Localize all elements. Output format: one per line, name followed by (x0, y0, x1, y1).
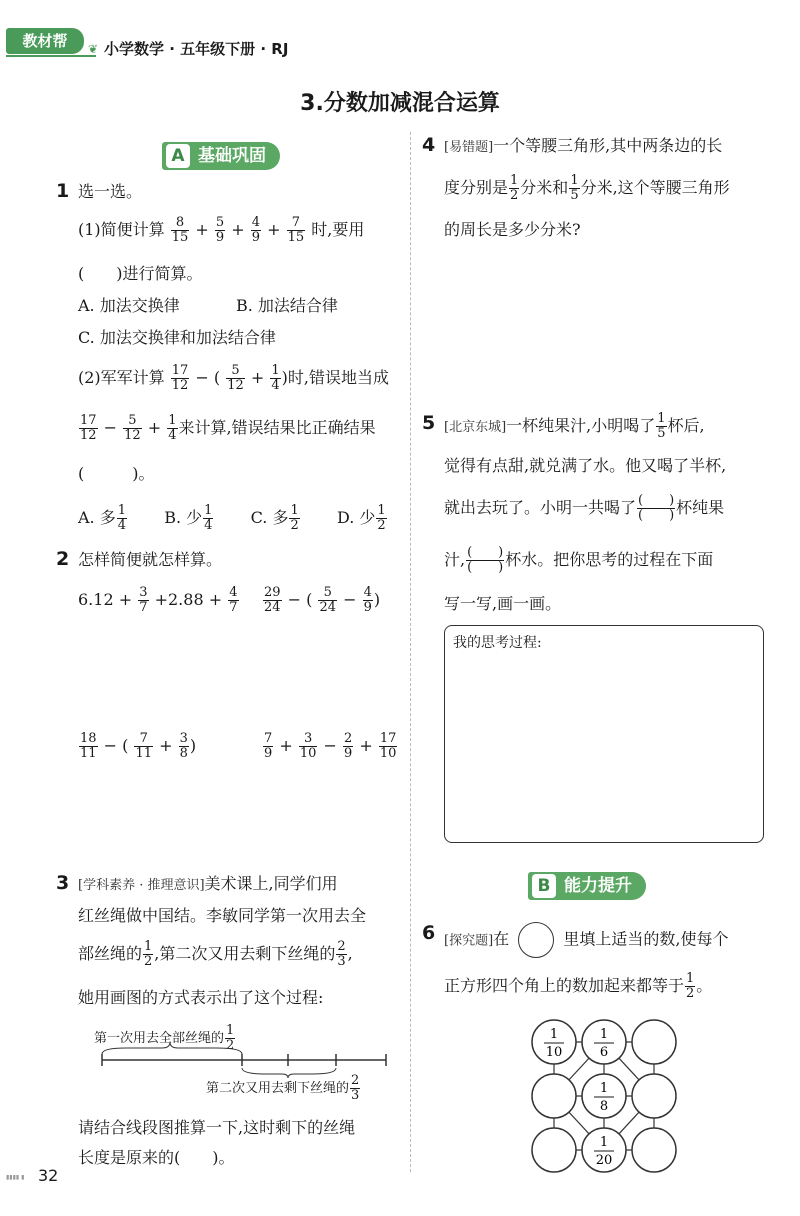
fraction-den: 9 (363, 600, 372, 615)
fraction-den: 12 (227, 378, 244, 393)
fraction-num: 17 (80, 413, 97, 428)
fraction (343, 732, 353, 761)
q4-line1 (444, 134, 722, 160)
fraction-num: 1 (271, 363, 280, 378)
grid-circle[interactable] (632, 1128, 676, 1172)
q5-line3 (444, 494, 724, 523)
q1-answers (78, 504, 388, 533)
fraction-den: 2 (686, 986, 695, 1001)
fraction (318, 586, 337, 615)
empty-circle-icon (518, 922, 554, 958)
q5-text: 汁, (444, 550, 466, 569)
section-a-badge (162, 142, 280, 170)
fraction (299, 732, 318, 761)
thinking-process-box[interactable] (444, 625, 764, 843)
section-b-label: 能力提升 (564, 876, 632, 896)
fraction (287, 216, 306, 245)
header-rule (6, 55, 96, 57)
section-b-letter: B (532, 874, 556, 898)
cell-denominator: 10 (545, 1045, 563, 1060)
q1-part2-text2: 来计算,错误结果比正确结果 (178, 418, 376, 437)
fraction-den: 12 (124, 428, 141, 443)
q1-part2: (2)军军计算 $\frac{17}{12}$ − ( $\frac{5}{12}$ + $\frac{1}{4}$ )时,错误地当成 (78, 363, 389, 393)
fraction (143, 940, 153, 969)
fraction-num: 1 (117, 503, 127, 518)
q1-option-c: C. 加法交换律和加法结合律 (78, 328, 276, 347)
q1-part1-text-end: 时,要用 (311, 220, 365, 239)
fraction-den: 8 (179, 746, 188, 761)
fraction-den: 3 (351, 1088, 360, 1103)
q1-part1-text: (1)简便计算 (78, 220, 165, 239)
fraction (171, 216, 190, 245)
q6-text: 正方形四个角上的数加起来都等于 (444, 976, 685, 995)
grid-cell[interactable] (532, 1128, 576, 1172)
grid-circle[interactable] (632, 1074, 676, 1118)
fraction-den: 12 (171, 378, 189, 393)
fraction (228, 586, 238, 615)
fraction-den: 4 (168, 428, 177, 443)
q1-part2-text: (2)军军计算 (78, 368, 165, 387)
blank-numerator[interactable]: ( ) (467, 545, 504, 560)
fraction-num: 2 (343, 731, 353, 746)
question-number: 5 (422, 412, 436, 434)
q6-tag: [探究题] (444, 933, 494, 949)
answer-label: C. 多 (250, 508, 289, 527)
q4-text: 度分别是 (444, 178, 509, 197)
fraction-num: 5 (226, 364, 245, 379)
fraction-den: 15 (287, 230, 305, 245)
grid-circle[interactable] (532, 1074, 576, 1118)
fraction-num: 1 (657, 411, 666, 426)
fraction-den: 5 (570, 188, 579, 203)
question-number: 4 (422, 134, 436, 156)
fraction (171, 364, 190, 393)
fraction (685, 972, 695, 1001)
fraction-num: 17 (171, 363, 189, 378)
question-number: 2 (56, 548, 70, 570)
q1-part1: (1)简便计算 $\frac{8}{15}$ + $\frac{5}{9}$ + $\frac{4}{9}$ + $\frac{7}{15}$ 时,要用 (78, 215, 365, 245)
blank-numerator[interactable]: ( ) (638, 493, 675, 508)
diagram-text: 第二次又用去剩下丝绳的 (206, 1081, 350, 1096)
fraction-num: 5 (318, 586, 337, 601)
q5-text: 一杯纯果汁,小明喝了 (506, 416, 656, 435)
q4-text: 分米,这个等腰三角形 (580, 178, 730, 197)
fraction-num: 4 (363, 585, 372, 600)
cell-numerator: 1 (599, 1135, 609, 1150)
q4-text: 分米和 (520, 178, 569, 197)
thinking-process-label: 我的思考过程: (453, 635, 542, 651)
fraction-num: 3 (139, 585, 148, 600)
fraction-den: 9 (264, 746, 273, 761)
first-use-brace (102, 1042, 242, 1054)
fraction (656, 412, 666, 441)
fraction-den: 2 (377, 518, 386, 533)
fraction (263, 732, 273, 761)
q2-expr-1 (78, 586, 240, 615)
fraction-den: 4 (271, 378, 280, 393)
grid-cell[interactable] (632, 1128, 676, 1172)
fraction (167, 414, 177, 443)
q5-line2: 觉得有点甜,就兑满了水。他又喝了半杯, (444, 456, 727, 475)
fraction-num: 8 (171, 216, 190, 231)
q3-line2: 红丝绳做中国结。李敏同学第一次用去全 (78, 906, 367, 925)
q5-line1 (444, 412, 705, 441)
q6-text: 里填上适当的数,使每个 (563, 929, 729, 949)
expr-text: 6.12 + (78, 590, 133, 609)
question-number: 6 (422, 922, 436, 944)
q6-text: 在 (493, 929, 510, 949)
grid-circles (532, 1020, 676, 1172)
q1-option-b: B. 加法结合律 (236, 296, 338, 315)
blank-fraction[interactable] (466, 546, 504, 575)
fraction (134, 732, 153, 761)
fraction (79, 732, 98, 761)
fraction (203, 504, 213, 533)
fraction-num: 5 (215, 215, 225, 230)
grid-cell (582, 1128, 626, 1172)
fraction-num: 1 (510, 173, 519, 188)
fraction (117, 504, 127, 533)
fraction-num: 4 (229, 585, 238, 600)
fraction-den: 4 (204, 518, 213, 533)
q3-line5: 请结合线段图推算一下,这时剩下的丝绳 (78, 1118, 356, 1137)
fraction (263, 586, 282, 615)
q6-line2: 正方形四个角上的数加起来都等于 $\frac{1}{2}$ 。 (444, 971, 713, 1001)
q1-part2-text-end: )时,错误地当成 (281, 368, 389, 387)
fraction-num: 2 (351, 1073, 360, 1088)
q6-line1 (444, 922, 728, 958)
fraction-num: 1 (570, 173, 579, 188)
fraction-den: 10 (299, 746, 317, 761)
cell-denominator: 20 (595, 1153, 613, 1168)
fraction-den: 12 (80, 428, 97, 443)
fraction-den: 7 (139, 600, 148, 615)
fraction-num: 18 (80, 731, 97, 746)
cell-denominator: 6 (599, 1045, 609, 1060)
fraction (270, 364, 280, 393)
blank-denominator[interactable]: ( ) (638, 508, 675, 523)
fraction-num: 1 (168, 413, 177, 428)
grid-cell[interactable] (632, 1020, 676, 1064)
fraction-den: 3 (337, 954, 346, 969)
fraction-num: 1 (686, 971, 695, 986)
fraction (376, 504, 386, 533)
fraction (289, 504, 299, 533)
fraction-num: 7 (264, 731, 273, 746)
answer-label: D. 少 (336, 508, 376, 527)
fraction-den: 11 (135, 746, 152, 761)
fraction-den: 9 (215, 230, 225, 245)
q4-tag: [易错题] (444, 140, 494, 155)
q5-text: 杯后, (667, 416, 705, 435)
fraction (509, 174, 519, 203)
q4-text: 一个等腰三角形,其中两条边的长 (493, 136, 723, 155)
grid-cell[interactable] (532, 1074, 576, 1118)
q3-line1 (78, 872, 338, 898)
fraction-num: 4 (251, 215, 261, 230)
fraction-num: 7 (287, 216, 306, 231)
grid-cell (532, 1020, 576, 1064)
fraction-num: 1 (377, 503, 386, 518)
fraction-den: 11 (80, 746, 97, 761)
q5-tag: [北京东城] (444, 420, 507, 435)
fraction (79, 414, 98, 443)
q5-text: 杯水。把你思考的过程在下面 (505, 550, 714, 569)
q4-line2 (444, 174, 730, 203)
q1-part2-line2: $\frac{17}{12}$ − $\frac{5}{12}$ + $\frac{1}{4}$ 来计算,错误结果比正确结果 (80, 413, 376, 443)
page-title: 3.分数加减混合运算 (300, 91, 500, 116)
fraction-num: 5 (123, 414, 142, 429)
grid-circle[interactable] (532, 1128, 576, 1172)
fraction-num: 29 (264, 585, 281, 600)
fraction-den: 2 (290, 518, 299, 533)
page-number: 32 (38, 1166, 59, 1185)
q3-line6: 长度是原来的( )。 (78, 1148, 235, 1167)
q5-text: 就出去玩了。小明一共喝了 (444, 498, 637, 517)
fraction-den: 4 (117, 518, 127, 533)
book-tag: 教材帮 (6, 28, 84, 54)
q5-line4 (444, 546, 713, 575)
grid-cell (582, 1074, 626, 1118)
fraction-num: 7 (134, 732, 153, 747)
blank-fraction[interactable] (637, 494, 675, 523)
fraction (363, 586, 373, 615)
q5-text: 杯纯果 (676, 498, 725, 517)
grid-cell[interactable] (632, 1074, 676, 1118)
diagram-label-second (206, 1074, 361, 1103)
fraction (138, 586, 148, 615)
fraction (179, 732, 189, 761)
fraction-den: 7 (229, 600, 238, 615)
fraction-den: 2 (144, 954, 153, 969)
fraction (226, 364, 245, 393)
q2-prompt: 怎样简便就怎样算。 (78, 550, 223, 569)
q3-line4: 她用画图的方式表示出了这个过程: (78, 988, 324, 1007)
fraction (215, 216, 225, 245)
q3-line3 (78, 940, 353, 969)
fraction-num: 1 (290, 503, 299, 518)
cell-numerator: 1 (549, 1027, 559, 1042)
fraction (350, 1074, 360, 1103)
q1-prompt: 选一选。 (78, 182, 143, 201)
answer-label: B. 少 (164, 508, 203, 527)
diagram-text: 第一次用去全部丝绳的 (94, 1031, 225, 1046)
q2-expr-2: $\frac{29}{24}$ − ( $\frac{5}{24}$ − $\frac{4}{9}$ ) (264, 585, 381, 615)
fraction-den: 2 (226, 1038, 235, 1053)
q1-part1-blank: ( )进行简算。 (78, 264, 203, 283)
fraction-num: 3 (179, 731, 188, 746)
leaf-icon: ❦ (88, 42, 99, 56)
fraction-den: 24 (319, 600, 336, 615)
q2-expr-4: $\frac{7}{9}$ + $\frac{3}{10}$ − $\frac{2}{9}$ + $\frac{17}{10}$ (264, 731, 397, 761)
fraction-den: 10 (379, 746, 397, 761)
column-divider (410, 132, 411, 1172)
fraction-num: 17 (379, 731, 397, 746)
book-title: 小学数学 · 五年级下册 · RJ (104, 40, 289, 58)
q1-option-a: A. 加法交换律 (78, 296, 180, 315)
fraction-den: 5 (657, 426, 666, 441)
section-b-badge (528, 872, 646, 900)
fraction (569, 174, 579, 203)
q3-text: , (347, 944, 353, 963)
q3-text: 部丝绳的 (78, 944, 143, 963)
fraction (251, 216, 261, 245)
q3-tag: [学科素养 · 推理意识] (78, 878, 205, 893)
fraction-den: 9 (343, 746, 353, 761)
fraction-num: 1 (144, 939, 153, 954)
fraction-den: 24 (264, 600, 281, 615)
fraction-num: 3 (299, 732, 318, 747)
fraction-num: 1 (226, 1023, 235, 1038)
q5-line5: 写一写,画一画。 (444, 594, 562, 613)
question-number: 1 (56, 180, 70, 202)
section-a-letter: A (166, 144, 190, 168)
answer-label: A. 多 (78, 508, 116, 527)
fraction-num: 1 (204, 503, 213, 518)
fraction (123, 414, 142, 443)
blank-denominator[interactable]: ( ) (467, 560, 504, 575)
section-a-label: 基础巩固 (198, 146, 266, 166)
fraction-den: 2 (510, 188, 519, 203)
fraction-den: 15 (171, 230, 189, 245)
q3-text: 美术课上,同学们用 (204, 874, 338, 893)
q1-part2-blank: ( )。 (78, 464, 155, 483)
footer-ticks: ▮▮▮▮ ▮ (6, 1174, 25, 1181)
grid-cell (582, 1020, 626, 1064)
cell-numerator: 1 (599, 1027, 609, 1042)
grid-circle[interactable] (632, 1020, 676, 1064)
question-number: 3 (56, 872, 70, 894)
q3-text: ,第二次又用去剩下丝绳的 (154, 944, 336, 963)
cell-numerator: 1 (599, 1081, 609, 1096)
fraction (336, 940, 346, 969)
q2-expr-3: $\frac{18}{11}$ − ( $\frac{7}{11}$ + $\frac{3}{8}$ ) (80, 731, 197, 761)
expr-text: +2.88 + (154, 590, 223, 609)
cell-denominator: 8 (599, 1099, 609, 1114)
q4-line3: 的周长是多少分米? (444, 220, 581, 239)
fraction (379, 732, 398, 761)
circle-grid-puzzle (528, 1016, 708, 1176)
fraction-num: 2 (337, 939, 346, 954)
fraction-den: 9 (251, 230, 261, 245)
